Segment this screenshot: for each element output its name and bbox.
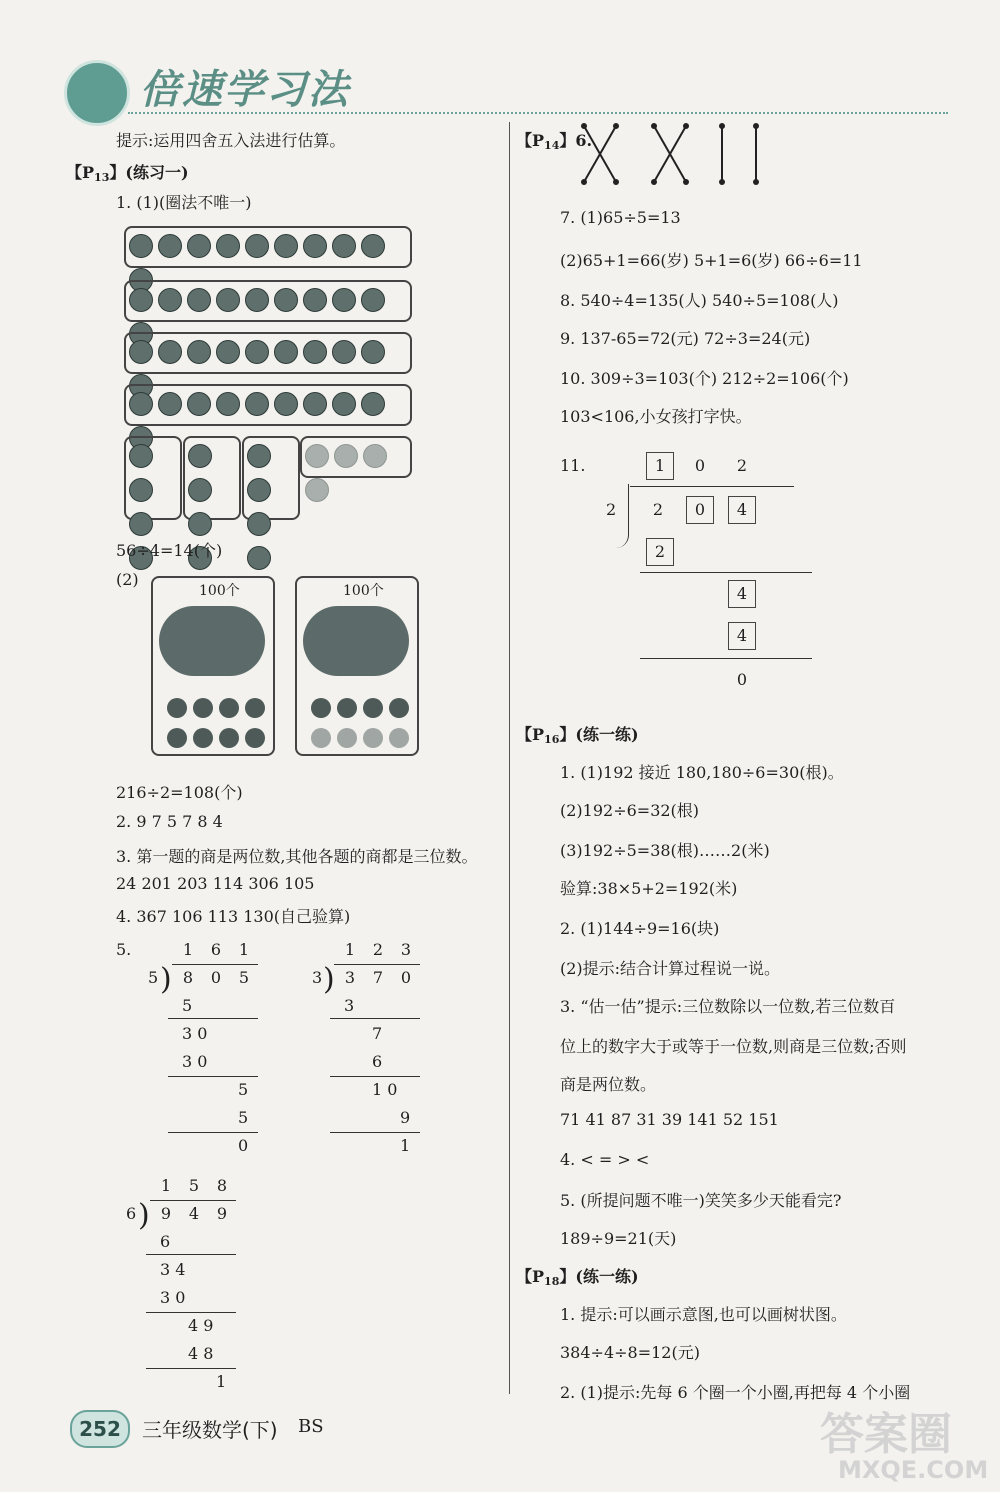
column-divider: [509, 122, 510, 1394]
step: 1: [400, 1136, 411, 1155]
apple-icon: [187, 288, 211, 312]
step-line: [640, 572, 812, 573]
apple-icon: [187, 234, 211, 258]
apple-icon: [219, 698, 239, 718]
step: 3: [344, 996, 355, 1015]
match-dot: [753, 179, 759, 185]
division-bracket: ): [160, 962, 172, 997]
p18-q1-answer: 384÷4÷8=12(元): [560, 1343, 700, 1362]
p18-q1: 1. 提示:可以画示意图,也可以画树状图。: [560, 1305, 847, 1324]
apple-icon: [245, 392, 269, 416]
p16-q2-part2: (2)提示:结合计算过程说一说。: [560, 959, 781, 978]
q7-part1: 7. (1)65÷5=13: [560, 208, 681, 227]
divisor: 5: [148, 968, 159, 987]
apple-icon: [334, 444, 358, 468]
division-bracket: ): [323, 962, 335, 997]
quotient-digit: 2: [372, 940, 384, 959]
apple-icon: [303, 288, 327, 312]
apple-icon: [188, 512, 212, 536]
division-bar: [334, 964, 420, 965]
apple-icon: [311, 698, 331, 718]
apple-icon: [245, 728, 265, 748]
apple-icon: [389, 728, 409, 748]
match-dot: [613, 123, 619, 129]
quotient-digit: 1: [238, 940, 250, 959]
apple-icon: [361, 288, 385, 312]
quotient-digit: 3: [400, 940, 412, 959]
answer-box: 0: [686, 496, 714, 524]
apple-icon: [158, 288, 182, 312]
apple-icon: [129, 512, 153, 536]
apple-row-4: [124, 384, 412, 426]
q8: 8. 540÷4=135(人) 540÷5=108(人): [560, 291, 839, 310]
q1-part1-answer: 56÷4=14(个): [116, 541, 223, 560]
apple-icon: [188, 478, 212, 502]
apple-icon: [274, 340, 298, 364]
step: 6: [160, 1232, 171, 1251]
apple-icon: [245, 234, 269, 258]
p16-q3-line2: 位上的数字大于或等于一位数,则商是三位数;否则: [560, 1037, 907, 1056]
step: 5: [182, 996, 193, 1015]
apple-icon: [245, 288, 269, 312]
q10: 10. 309÷3=103(个) 212÷2=106(个): [560, 369, 849, 388]
match-dot: [683, 123, 689, 129]
apple-icon: [305, 478, 329, 502]
q5: 5.: [116, 940, 132, 959]
remainder: 0: [736, 670, 748, 689]
footer-subject: 三年级数学(下): [142, 1418, 278, 1442]
step: 1 0: [372, 1080, 398, 1099]
step-line: [330, 1076, 420, 1077]
apple-icon: [363, 698, 383, 718]
watermark-url: MXQE.COM: [838, 1456, 989, 1484]
apple-group-4: [300, 436, 412, 478]
header-title: 倍速学习法: [140, 67, 350, 113]
section-p16: 【P16】(练一练): [516, 725, 639, 746]
quotient-digit: 1: [344, 940, 356, 959]
quotient-digit: 1: [160, 1176, 172, 1195]
match-dot: [753, 123, 759, 129]
q7-part2: (2)65+1=66(岁) 5+1=6(岁) 66÷6=11: [560, 251, 863, 270]
card-label: 100个: [343, 583, 384, 599]
apple-icon: [193, 698, 213, 718]
answer-box: 4: [728, 622, 756, 650]
step-line: [146, 1368, 236, 1369]
answer-box: 4: [728, 580, 756, 608]
quotient-digit: 2: [736, 456, 748, 475]
dividend-digit: 9: [216, 1204, 228, 1223]
apple-card-left: [151, 576, 275, 756]
step: 7: [372, 1024, 383, 1043]
quotient-digit: 1: [182, 940, 194, 959]
p16-q1-part3: (3)192÷5=38(根)……2(米): [560, 841, 770, 860]
matching-lines-diagram: [576, 120, 776, 190]
watermark-logo: 答案圈: [820, 1409, 952, 1460]
step: 3 0: [182, 1052, 208, 1071]
quotient-digit: 0: [694, 456, 706, 475]
footer-edition: BS: [298, 1416, 324, 1437]
dividend-digit: 0: [400, 968, 412, 987]
step: 5: [238, 1080, 249, 1099]
step-line: [330, 1018, 420, 1019]
step: 4 8: [188, 1344, 214, 1363]
divisor: 6: [126, 1204, 137, 1223]
quotient-digit: 6: [210, 940, 222, 959]
p16-q3-line3: 商是两位数。: [560, 1075, 657, 1094]
p16-q1-check: 验算:38×5+2=192(米): [560, 879, 738, 898]
division-bracket: [616, 484, 629, 548]
match-dot: [651, 179, 657, 185]
step-line: [640, 658, 812, 659]
apple-icon: [363, 728, 383, 748]
apple-icon: [305, 444, 329, 468]
step-line: [146, 1254, 236, 1255]
step: 6: [372, 1052, 383, 1071]
step: 3 0: [160, 1288, 186, 1307]
dividend-digit: 7: [372, 968, 384, 987]
step: 1: [216, 1372, 227, 1391]
apple-icon: [303, 340, 327, 364]
p16-q5-answer: 189÷9=21(天): [560, 1229, 677, 1248]
apple-icon: [337, 698, 357, 718]
step: 4 9: [188, 1316, 214, 1335]
p18-q2: 2. (1)提示:先每 6 个圈一个小圈,再把每 4 个小圈: [560, 1383, 911, 1402]
q1-part2-answer: 216÷2=108(个): [116, 783, 243, 802]
p16-q3-values: 71 41 87 31 39 141 52 151: [560, 1110, 779, 1129]
answer-box: 1: [646, 452, 674, 480]
apple-icon: [363, 444, 387, 468]
q3: 3. 第一题的商是两位数,其他各题的商都是三位数。: [116, 847, 478, 866]
apple-row-3: [124, 332, 412, 374]
quotient-digit: 5: [188, 1176, 200, 1195]
division-bar: [172, 964, 258, 965]
apple-icon: [216, 288, 240, 312]
match-dot: [581, 123, 587, 129]
step-line: [168, 1018, 258, 1019]
dividend-digit: 5: [238, 968, 250, 987]
division-bracket: ): [138, 1198, 150, 1233]
step: 0: [238, 1136, 249, 1155]
apple-icon: [337, 728, 357, 748]
apple-group-3: [242, 436, 300, 520]
section-p13: 【P13】(练习一): [66, 163, 189, 184]
apple-icon: [332, 340, 356, 364]
page-number: 252: [70, 1410, 130, 1448]
q2: 2. 9 7 5 7 8 4: [116, 812, 223, 831]
q4: 4. 367 106 113 130(自己验算): [116, 907, 351, 926]
apple-icon: [247, 546, 271, 570]
apple-icon: [389, 698, 409, 718]
apple-icon: [187, 340, 211, 364]
p16-q3-line1: 3. “估一估”提示:三位数除以一位数,若三位数百: [560, 997, 896, 1016]
match-dot: [651, 123, 657, 129]
apple-icon: [158, 340, 182, 364]
apple-icon: [129, 478, 153, 502]
answer-box: 4: [728, 496, 756, 524]
apple-row-1: [124, 226, 412, 268]
dividend-digit: 9: [160, 1204, 172, 1223]
section-p18: 【P18】(练一练): [516, 1267, 639, 1288]
step: 9: [400, 1108, 411, 1127]
apple-icon: [167, 698, 187, 718]
dividend-digit: 3: [344, 968, 356, 987]
apple-icon: [361, 392, 385, 416]
apple-icon: [129, 288, 153, 312]
q1-part2: (2): [116, 570, 139, 589]
apple-icon: [216, 340, 240, 364]
apple-cluster-icon: [159, 606, 265, 676]
apple-icon: [361, 234, 385, 258]
apple-icon: [303, 392, 327, 416]
apple-icon: [247, 444, 271, 468]
estimate-hint: 提示:运用四舍五入法进行估算。: [116, 131, 346, 150]
apple-icon: [167, 728, 187, 748]
divisor: 2: [606, 500, 617, 519]
apple-icon: [193, 728, 213, 748]
apple-icon: [216, 234, 240, 258]
p16-q5: 5. (所提问题不唯一)笑笑多少天能看完?: [560, 1191, 842, 1210]
divisor: 3: [312, 968, 323, 987]
apple-icon: [332, 234, 356, 258]
step-line: [168, 1132, 258, 1133]
division-bar: [630, 486, 794, 487]
card-label: 100个: [199, 583, 240, 599]
apple-icon: [332, 392, 356, 416]
dividend-digit: 4: [188, 1204, 200, 1223]
apple-icon: [247, 478, 271, 502]
p16-q2-part1: 2. (1)144÷9=16(块): [560, 919, 720, 938]
q9: 9. 137-65=72(元) 72÷3=24(元): [560, 329, 811, 348]
p16-q4: 4. < = > <: [560, 1150, 650, 1169]
apple-card-right: [295, 576, 419, 756]
apple-icon: [311, 728, 331, 748]
division-bar: [150, 1200, 236, 1201]
p16-q1-part1: 1. (1)192 接近 180,180÷6=30(根)。: [560, 763, 844, 782]
p16-q1-part2: (2)192÷6=32(根): [560, 801, 700, 820]
quotient-digit: 8: [216, 1176, 228, 1195]
apple-icon: [247, 512, 271, 536]
dividend-digit: 8: [182, 968, 194, 987]
header-dotted-divider: [128, 112, 948, 114]
match-dot: [719, 123, 725, 129]
apple-icon: [274, 392, 298, 416]
apple-icon: [274, 234, 298, 258]
match-dot: [719, 179, 725, 185]
answer-box: 2: [646, 538, 674, 566]
apple-icon: [129, 340, 153, 364]
apple-icon: [158, 392, 182, 416]
step: 3 0: [182, 1024, 208, 1043]
book-logo-icon: [64, 60, 130, 126]
step: 5: [238, 1108, 249, 1127]
apple-icon: [245, 340, 269, 364]
apple-icon: [188, 444, 212, 468]
match-dot: [683, 179, 689, 185]
apple-icon: [216, 392, 240, 416]
apple-group-1: [124, 436, 182, 520]
apple-icon: [303, 234, 327, 258]
apple-icon: [332, 288, 356, 312]
apple-icon: [129, 392, 153, 416]
apple-icon: [361, 340, 385, 364]
apple-cluster-icon: [303, 606, 409, 676]
apple-icon: [129, 444, 153, 468]
q1-part1: 1. (1)(圈法不唯一): [116, 193, 252, 212]
apple-icon: [158, 234, 182, 258]
step-line: [146, 1312, 236, 1313]
apple-icon: [245, 698, 265, 718]
q10-conclusion: 103<106,小女孩打字快。: [560, 407, 752, 426]
dividend-digit: 2: [652, 500, 664, 519]
dividend-digit: 0: [210, 968, 222, 987]
apple-row-2: [124, 280, 412, 322]
step: 3 4: [160, 1260, 186, 1279]
step-line: [330, 1132, 420, 1133]
apple-icon: [187, 392, 211, 416]
apple-icon: [274, 288, 298, 312]
apple-icon: [219, 728, 239, 748]
apple-group-2: [183, 436, 241, 520]
step-line: [168, 1076, 258, 1077]
match-dot: [613, 179, 619, 185]
section-p14: 【P14】6.: [516, 131, 593, 152]
q3-values: 24 201 203 114 306 105: [116, 874, 315, 893]
match-dot: [581, 179, 587, 185]
apple-icon: [129, 234, 153, 258]
q11: 11.: [560, 456, 586, 475]
